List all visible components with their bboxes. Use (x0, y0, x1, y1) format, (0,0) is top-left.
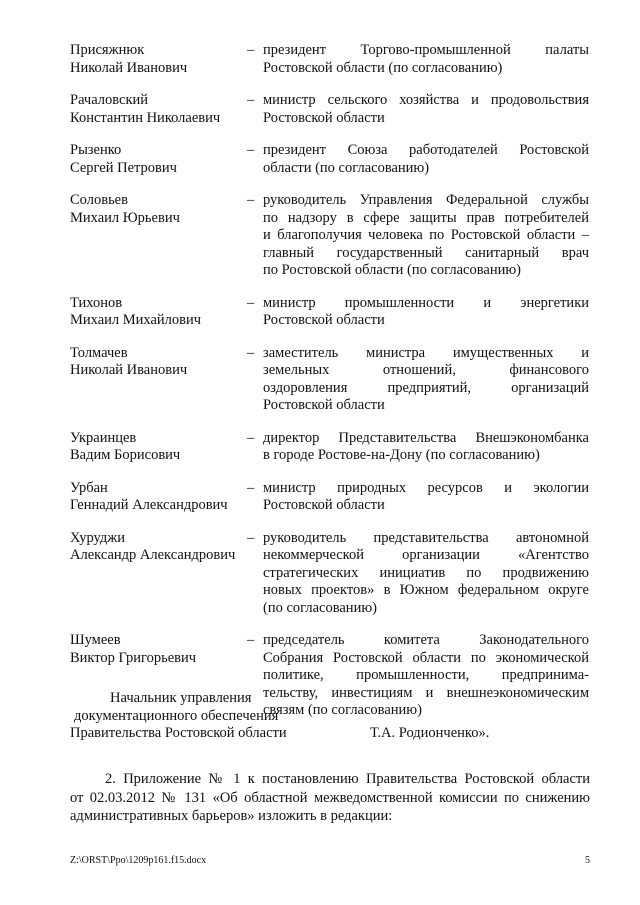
position-line: президент Союза работодателей Ростовской (263, 142, 589, 158)
dash-separator: – (247, 479, 255, 496)
member-entry (70, 530, 590, 618)
member-name (70, 142, 247, 177)
member-given-name: Михаил Михайлович (70, 312, 202, 328)
member-name (70, 42, 247, 77)
member-entry (70, 142, 590, 177)
dash-separator: – (247, 344, 255, 361)
member-surname: Рызенко (70, 142, 122, 158)
member-surname: Соловьев (70, 192, 128, 208)
member-given-name: Александр Александрович (70, 547, 236, 563)
position-line: заместитель министра имущественных и (263, 344, 589, 361)
signature-block (70, 690, 590, 743)
paragraph-line: 2. Приложение № 1 к постановлению Правительства Ростовской области (105, 771, 590, 787)
dash-separator: – (247, 529, 255, 546)
member-given-name: Вадим Борисович (70, 447, 181, 463)
member-entry (70, 345, 590, 415)
member-position (263, 295, 589, 330)
dash-separator: – (247, 294, 255, 311)
position-line: президент Торгово-промышленной палаты (263, 42, 589, 58)
member-given-name: Сергей Петрович (70, 159, 177, 176)
member-name (70, 530, 247, 618)
dash-separator: – (247, 429, 255, 446)
member-position (263, 92, 589, 127)
member-name (70, 480, 247, 515)
file-path: Z:\ORST\Ppo\1209p161.f15.docx (70, 855, 207, 866)
member-list (70, 42, 590, 735)
signature-title-line1: Начальник управления (110, 690, 252, 706)
position-line: Ростовской области (263, 497, 385, 513)
member-position (263, 42, 589, 77)
position-line: министр промышленности и энергетики (263, 294, 589, 311)
signer-name: Т.А. Родионченко». (370, 725, 490, 741)
member-given-name: Виктор Григорьевич (70, 649, 197, 666)
position-line: связям (по согласованию) (263, 702, 422, 718)
position-line: оздоровления предприятий, организаций (263, 379, 589, 396)
member-name (70, 430, 247, 465)
dash-separator: – (247, 42, 255, 58)
member-surname: Рачаловский (70, 92, 149, 108)
position-line: министр природных ресурсов и экологии (263, 479, 589, 496)
member-position (263, 530, 589, 618)
position-line: стратегических инициатив по продвижению (263, 564, 589, 581)
member-surname: Толмачев (70, 344, 128, 361)
member-given-name: Геннадий Александрович (70, 497, 228, 513)
position-line: земельных отношений, финансового (263, 362, 589, 378)
position-line: министр сельского хозяйства и продовольствия (263, 92, 589, 108)
member-name (70, 192, 247, 280)
amendment-paragraph (70, 770, 590, 826)
position-line: главный государственный санитарный врач (263, 244, 589, 261)
member-surname: Урбан (70, 479, 108, 496)
position-line: директор Представительства Внешэкономбанка (263, 429, 589, 446)
position-line: Собрания Ростовской области по экономической (263, 649, 589, 666)
position-line: по Ростовской области (по согласованию) (263, 262, 522, 278)
position-line: Ростовской области (263, 109, 385, 126)
member-entry (70, 192, 590, 280)
member-position (263, 345, 589, 415)
member-position (263, 480, 589, 515)
member-given-name: Николай Иванович (70, 59, 188, 76)
member-entry (70, 480, 590, 515)
member-entry (70, 92, 590, 127)
member-entry (70, 295, 590, 330)
position-line: по надзору в сфере защиты прав потребителей (263, 209, 589, 226)
member-name (70, 92, 247, 127)
position-line: председатель комитета Законодательного (263, 632, 589, 648)
member-surname: Тихонов (70, 294, 123, 311)
member-name (70, 295, 247, 330)
member-surname: Украинцев (70, 429, 137, 446)
member-entry (70, 42, 590, 77)
member-name (70, 345, 247, 415)
position-line: руководитель Управления Федеральной службы (263, 192, 589, 208)
position-line: в городе Ростове-на-Дону (по согласованию) (263, 447, 540, 463)
paragraph-line: административных барьеров» изложить в редакции: (70, 808, 393, 824)
member-given-name: Константин Николаевич (70, 109, 221, 126)
page-footer (70, 855, 590, 866)
position-line: Ростовской области (по согласованию) (263, 59, 503, 76)
dash-separator: – (247, 142, 255, 158)
position-line: новых проектов» в Южном федеральном округе (263, 582, 589, 598)
position-line: некоммерческой организации «Агентство (263, 547, 589, 563)
paragraph-line: от 02.03.2012 № 131 «Об областной межведомственной комиссии по снижению (70, 789, 590, 806)
page-number: 5 (585, 855, 590, 866)
member-given-name: Николай Иванович (70, 362, 188, 378)
signature-title-line2: документационного обеспечения (74, 707, 279, 724)
dash-separator: – (247, 192, 255, 208)
position-line: политике, промышленности, предпринима- (263, 667, 589, 683)
member-entry (70, 430, 590, 465)
member-surname: Шумеев (70, 632, 121, 648)
signature-title-line3-row (70, 725, 590, 743)
member-given-name: Михаил Юрьевич (70, 209, 180, 226)
position-line: Ростовской области (263, 312, 385, 328)
dash-separator: – (247, 632, 255, 648)
position-line: Ростовской области (263, 397, 385, 413)
position-line: и благополучия человека по Ростовской области – (263, 227, 589, 243)
position-line: (по согласованию) (263, 599, 377, 616)
position-line: руководитель представительства автономной (263, 529, 589, 546)
member-position (263, 430, 589, 465)
member-surname: Присяжнюк (70, 42, 145, 58)
dash-separator: – (247, 92, 255, 108)
member-position (263, 142, 589, 177)
position-line: тельству, инвестициям и внешнеэкономическим (263, 684, 589, 701)
member-surname: Хуруджи (70, 529, 125, 546)
signature-title-line3: Правительства Ростовской области (70, 725, 287, 741)
position-line: области (по согласованию) (263, 159, 430, 176)
member-position (263, 192, 589, 280)
